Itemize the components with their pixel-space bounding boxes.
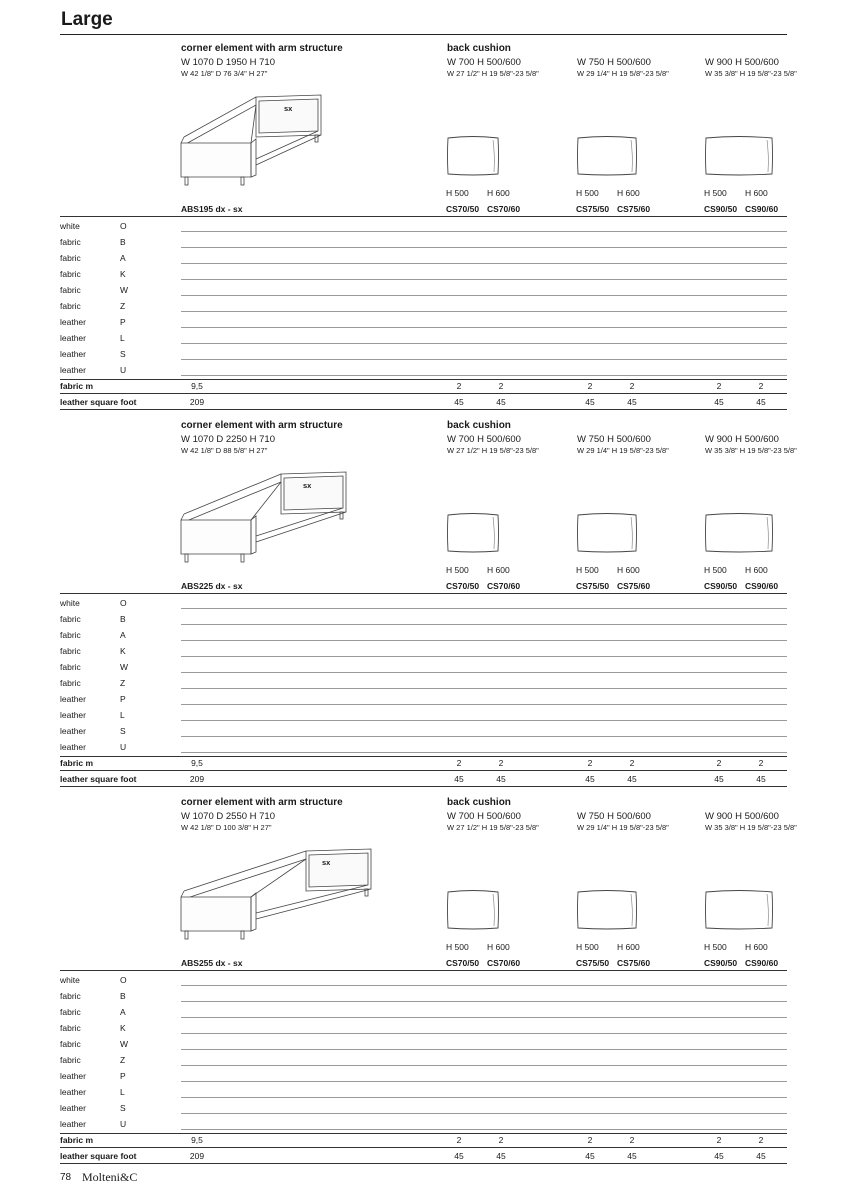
fabric-m-value: 2 (498, 1135, 504, 1145)
cushion-dims-mm: W 700 H 500/600 (447, 434, 521, 445)
side-label: sx (284, 104, 293, 113)
leather-sqft-label: leather square foot (60, 774, 137, 784)
finish-code: O (120, 598, 127, 608)
leather-sqft-value: 209 (189, 397, 205, 407)
finish-material: fabric (60, 269, 81, 279)
finish-code: K (120, 1023, 126, 1033)
finish-entry-line (181, 311, 787, 312)
cushion-title: back cushion (447, 420, 511, 431)
leather-sqft-value: 45 (496, 397, 506, 407)
leather-sqft-value: 45 (756, 397, 766, 407)
finish-entry-line (181, 688, 787, 689)
element-dims-in: W 42 1/8" D 100 3/8" H 27" (181, 823, 272, 832)
cushion-code-2: CS75/60 (617, 581, 651, 591)
finish-material: fabric (60, 253, 81, 263)
finish-code: W (120, 1039, 129, 1049)
cushion-height-1: H 500 (576, 565, 599, 575)
leather-sqft-value: 45 (627, 1151, 637, 1161)
element-code: ABS255 dx - sx (181, 958, 243, 968)
header-rule (60, 593, 787, 594)
finish-entry-line (181, 247, 787, 248)
finish-material: leather (60, 710, 86, 720)
finish-code: S (120, 1103, 126, 1113)
finish-material: fabric (60, 237, 81, 247)
finish-code: Z (120, 678, 126, 688)
finish-code: P (120, 694, 126, 704)
cushion-height-2: H 600 (487, 565, 510, 575)
leather-sqft-value: 45 (756, 1151, 766, 1161)
cushion-height-2: H 600 (617, 565, 640, 575)
cushion-dims-in: W 35 3/8" H 19 5/8"-23 5/8" (705, 69, 797, 78)
finish-code: U (120, 365, 127, 375)
finish-material: fabric (60, 678, 81, 688)
leather-sqft-value: 45 (714, 1151, 724, 1161)
cushion-dims-in: W 27 1/2" H 19 5/8"-23 5/8" (447, 446, 539, 455)
finish-entry-line (181, 359, 787, 360)
header-rule (60, 216, 787, 217)
cushion-code-2: CS75/60 (617, 204, 651, 214)
finish-material: fabric (60, 630, 81, 640)
leather-sqft-value: 45 (627, 774, 637, 784)
finish-code: S (120, 349, 126, 359)
cushion-height-2: H 600 (487, 942, 510, 952)
finish-code: L (120, 710, 125, 720)
cushion-height-1: H 500 (704, 565, 727, 575)
element-code: ABS225 dx - sx (181, 581, 243, 591)
cushion-dims-in: W 29 1/4" H 19 5/8"-23 5/8" (577, 69, 669, 78)
cushion-dims-in: W 35 3/8" H 19 5/8"-23 5/8" (705, 823, 797, 832)
cushion-illustration (576, 135, 638, 177)
finish-entry-line (181, 704, 787, 705)
finish-entry-line (181, 1081, 787, 1082)
finish-entry-line (181, 608, 787, 609)
cushion-code-1: CS75/50 (576, 204, 610, 214)
cushion-code-1: CS75/50 (576, 581, 610, 591)
finish-entry-line (181, 720, 787, 721)
sofa-illustration (181, 93, 326, 188)
finish-entry-line (181, 279, 787, 280)
page-title: Large (61, 9, 113, 30)
fabric-m-value: 9,5 (191, 758, 203, 768)
fabric-m-value: 2 (716, 381, 722, 391)
fabric-m-value: 9,5 (191, 381, 203, 391)
finish-code: P (120, 1071, 126, 1081)
totals-row-rule (60, 1163, 787, 1164)
cushion-dims-in: W 29 1/4" H 19 5/8"-23 5/8" (577, 823, 669, 832)
fabric-m-value: 2 (587, 381, 593, 391)
cushion-height-1: H 500 (576, 188, 599, 198)
finish-entry-line (181, 327, 787, 328)
leather-sqft-value: 45 (454, 397, 464, 407)
finish-material: leather (60, 726, 86, 736)
fabric-m-value: 2 (629, 381, 635, 391)
totals-rule (60, 1133, 787, 1134)
cushion-dims-mm: W 700 H 500/600 (447, 811, 521, 822)
fabric-m-value: 9,5 (191, 1135, 203, 1145)
totals-row-rule (60, 393, 787, 394)
finish-entry-line (181, 1017, 787, 1018)
cushion-code-2: CS70/60 (487, 958, 521, 968)
cushion-height-1: H 500 (576, 942, 599, 952)
finish-entry-line (181, 1049, 787, 1050)
leather-sqft-value: 209 (189, 774, 205, 784)
leather-sqft-value: 45 (714, 397, 724, 407)
finish-code: A (120, 1007, 126, 1017)
cushion-code-1: CS75/50 (576, 958, 610, 968)
leather-sqft-value: 45 (496, 1151, 506, 1161)
cushion-dims-in: W 27 1/2" H 19 5/8"-23 5/8" (447, 69, 539, 78)
finish-material: fabric (60, 285, 81, 295)
cushion-code-2: CS90/60 (745, 958, 779, 968)
cushion-dims-mm: W 700 H 500/600 (447, 57, 521, 68)
fabric-m-value: 2 (587, 758, 593, 768)
element-title: corner element with arm structure (181, 43, 343, 54)
finish-code: B (120, 237, 126, 247)
side-label: sx (303, 481, 312, 490)
cushion-height-2: H 600 (617, 942, 640, 952)
finish-entry-line (181, 375, 787, 376)
finish-code: S (120, 726, 126, 736)
finish-material: fabric (60, 1007, 81, 1017)
cushion-code-1: CS90/50 (704, 204, 738, 214)
finish-entry-line (181, 1065, 787, 1066)
totals-row-rule (60, 409, 787, 410)
cushion-illustration (704, 512, 774, 554)
finish-entry-line (181, 640, 787, 641)
finish-material: white (60, 221, 80, 231)
finish-material: leather (60, 333, 86, 343)
cushion-code-2: CS90/60 (745, 204, 779, 214)
finish-entry-line (181, 1097, 787, 1098)
finish-material: fabric (60, 301, 81, 311)
cushion-height-2: H 600 (745, 565, 768, 575)
cushion-title: back cushion (447, 43, 511, 54)
finish-material: fabric (60, 991, 81, 1001)
fabric-m-value: 2 (498, 381, 504, 391)
cushion-height-2: H 600 (617, 188, 640, 198)
totals-rule (60, 756, 787, 757)
fabric-m-value: 2 (758, 1135, 764, 1145)
sofa-illustration (181, 470, 351, 565)
finish-material: fabric (60, 614, 81, 624)
finish-entry-line (181, 736, 787, 737)
finish-material: white (60, 975, 80, 985)
leather-sqft-value: 45 (756, 774, 766, 784)
cushion-height-2: H 600 (745, 942, 768, 952)
finish-entry-line (181, 1129, 787, 1130)
leather-sqft-value: 45 (585, 1151, 595, 1161)
element-dims-in: W 42 1/8" D 88 5/8" H 27" (181, 446, 268, 455)
cushion-height-2: H 600 (487, 188, 510, 198)
header-rule (60, 970, 787, 971)
finish-entry-line (181, 231, 787, 232)
finish-entry-line (181, 624, 787, 625)
finish-entry-line (181, 295, 787, 296)
finish-code: W (120, 285, 129, 295)
finish-code: A (120, 253, 126, 263)
cushion-code-1: CS90/50 (704, 581, 738, 591)
leather-sqft-value: 45 (585, 397, 595, 407)
cushion-title: back cushion (447, 797, 511, 808)
fabric-m-value: 2 (456, 381, 462, 391)
fabric-m-value: 2 (716, 1135, 722, 1145)
leather-sqft-value: 45 (585, 774, 595, 784)
totals-row-rule (60, 786, 787, 787)
element-title: corner element with arm structure (181, 420, 343, 431)
cushion-code-1: CS70/50 (446, 581, 480, 591)
cushion-dims-in: W 29 1/4" H 19 5/8"-23 5/8" (577, 446, 669, 455)
finish-code: U (120, 742, 127, 752)
cushion-height-1: H 500 (704, 942, 727, 952)
fabric-m-value: 2 (498, 758, 504, 768)
cushion-illustration (576, 889, 638, 931)
element-dims-mm: W 1070 D 2550 H 710 (181, 811, 276, 822)
cushion-code-2: CS90/60 (745, 581, 779, 591)
brand-logo: Molteni&C (82, 1170, 138, 1184)
totals-row-rule (60, 770, 787, 771)
title-rule (60, 34, 787, 35)
leather-sqft-value: 45 (496, 774, 506, 784)
finish-material: leather (60, 317, 86, 327)
finish-code: Z (120, 1055, 126, 1065)
fabric-m-value: 2 (629, 758, 635, 768)
finish-code: O (120, 221, 127, 231)
cushion-code-1: CS90/50 (704, 958, 738, 968)
element-dims-mm: W 1070 D 1950 H 710 (181, 57, 276, 68)
finish-code: K (120, 646, 126, 656)
page-number: 78 (60, 1172, 72, 1183)
cushion-illustration (576, 512, 638, 554)
cushion-code-1: CS70/50 (446, 958, 480, 968)
cushion-height-1: H 500 (446, 942, 469, 952)
finish-material: fabric (60, 1055, 81, 1065)
finish-material: fabric (60, 1023, 81, 1033)
fabric-m-label: fabric m (60, 381, 94, 391)
cushion-height-1: H 500 (446, 565, 469, 575)
finish-code: B (120, 614, 126, 624)
finish-code: A (120, 630, 126, 640)
fabric-m-value: 2 (587, 1135, 593, 1145)
finish-material: leather (60, 365, 86, 375)
finish-entry-line (181, 752, 787, 753)
finish-material: leather (60, 1103, 86, 1113)
finish-entry-line (181, 672, 787, 673)
cushion-dims-mm: W 750 H 500/600 (577, 434, 651, 445)
fabric-m-value: 2 (456, 1135, 462, 1145)
element-dims-mm: W 1070 D 2250 H 710 (181, 434, 276, 445)
fabric-m-label: fabric m (60, 1135, 94, 1145)
cushion-illustration (704, 135, 774, 177)
finish-entry-line (181, 1033, 787, 1034)
cushion-height-1: H 500 (446, 188, 469, 198)
sofa-illustration (181, 847, 376, 942)
cushion-dims-mm: W 900 H 500/600 (705, 57, 779, 68)
fabric-m-value: 2 (456, 758, 462, 768)
cushion-dims-mm: W 900 H 500/600 (705, 811, 779, 822)
leather-sqft-value: 45 (454, 774, 464, 784)
finish-entry-line (181, 1113, 787, 1114)
leather-sqft-label: leather square foot (60, 1151, 137, 1161)
finish-code: Z (120, 301, 126, 311)
leather-sqft-value: 45 (454, 1151, 464, 1161)
fabric-m-value: 2 (758, 381, 764, 391)
finish-entry-line (181, 343, 787, 344)
cushion-height-1: H 500 (704, 188, 727, 198)
fabric-m-value: 2 (758, 758, 764, 768)
cushion-code-2: CS70/60 (487, 204, 521, 214)
cushion-code-2: CS75/60 (617, 958, 651, 968)
element-code: ABS195 dx - sx (181, 204, 243, 214)
finish-code: P (120, 317, 126, 327)
finish-entry-line (181, 1001, 787, 1002)
leather-sqft-value: 209 (189, 1151, 205, 1161)
finish-entry-line (181, 263, 787, 264)
leather-sqft-value: 45 (714, 774, 724, 784)
finish-code: U (120, 1119, 127, 1129)
cushion-height-2: H 600 (745, 188, 768, 198)
finish-material: leather (60, 1087, 86, 1097)
finish-code: K (120, 269, 126, 279)
finish-entry-line (181, 985, 787, 986)
finish-material: fabric (60, 662, 81, 672)
cushion-code-1: CS70/50 (446, 204, 480, 214)
finish-material: leather (60, 349, 86, 359)
cushion-dims-in: W 27 1/2" H 19 5/8"-23 5/8" (447, 823, 539, 832)
fabric-m-value: 2 (629, 1135, 635, 1145)
finish-code: O (120, 975, 127, 985)
cushion-code-2: CS70/60 (487, 581, 521, 591)
cushion-dims-mm: W 750 H 500/600 (577, 811, 651, 822)
cushion-illustration (446, 135, 500, 177)
finish-code: L (120, 1087, 125, 1097)
finish-material: leather (60, 742, 86, 752)
finish-material: white (60, 598, 80, 608)
finish-material: fabric (60, 1039, 81, 1049)
finish-material: leather (60, 1071, 86, 1081)
totals-rule (60, 379, 787, 380)
cushion-dims-mm: W 900 H 500/600 (705, 434, 779, 445)
cushion-illustration (446, 889, 500, 931)
finish-code: L (120, 333, 125, 343)
leather-sqft-value: 45 (627, 397, 637, 407)
fabric-m-value: 2 (716, 758, 722, 768)
cushion-illustration (704, 889, 774, 931)
leather-sqft-label: leather square foot (60, 397, 137, 407)
cushion-illustration (446, 512, 500, 554)
finish-material: leather (60, 1119, 86, 1129)
finish-material: fabric (60, 646, 81, 656)
element-dims-in: W 42 1/8" D 76 3/4" H 27" (181, 69, 268, 78)
cushion-dims-mm: W 750 H 500/600 (577, 57, 651, 68)
fabric-m-label: fabric m (60, 758, 94, 768)
totals-row-rule (60, 1147, 787, 1148)
finish-entry-line (181, 656, 787, 657)
side-label: sx (322, 858, 331, 867)
finish-code: W (120, 662, 129, 672)
element-title: corner element with arm structure (181, 797, 343, 808)
finish-material: leather (60, 694, 86, 704)
finish-code: B (120, 991, 126, 1001)
cushion-dims-in: W 35 3/8" H 19 5/8"-23 5/8" (705, 446, 797, 455)
